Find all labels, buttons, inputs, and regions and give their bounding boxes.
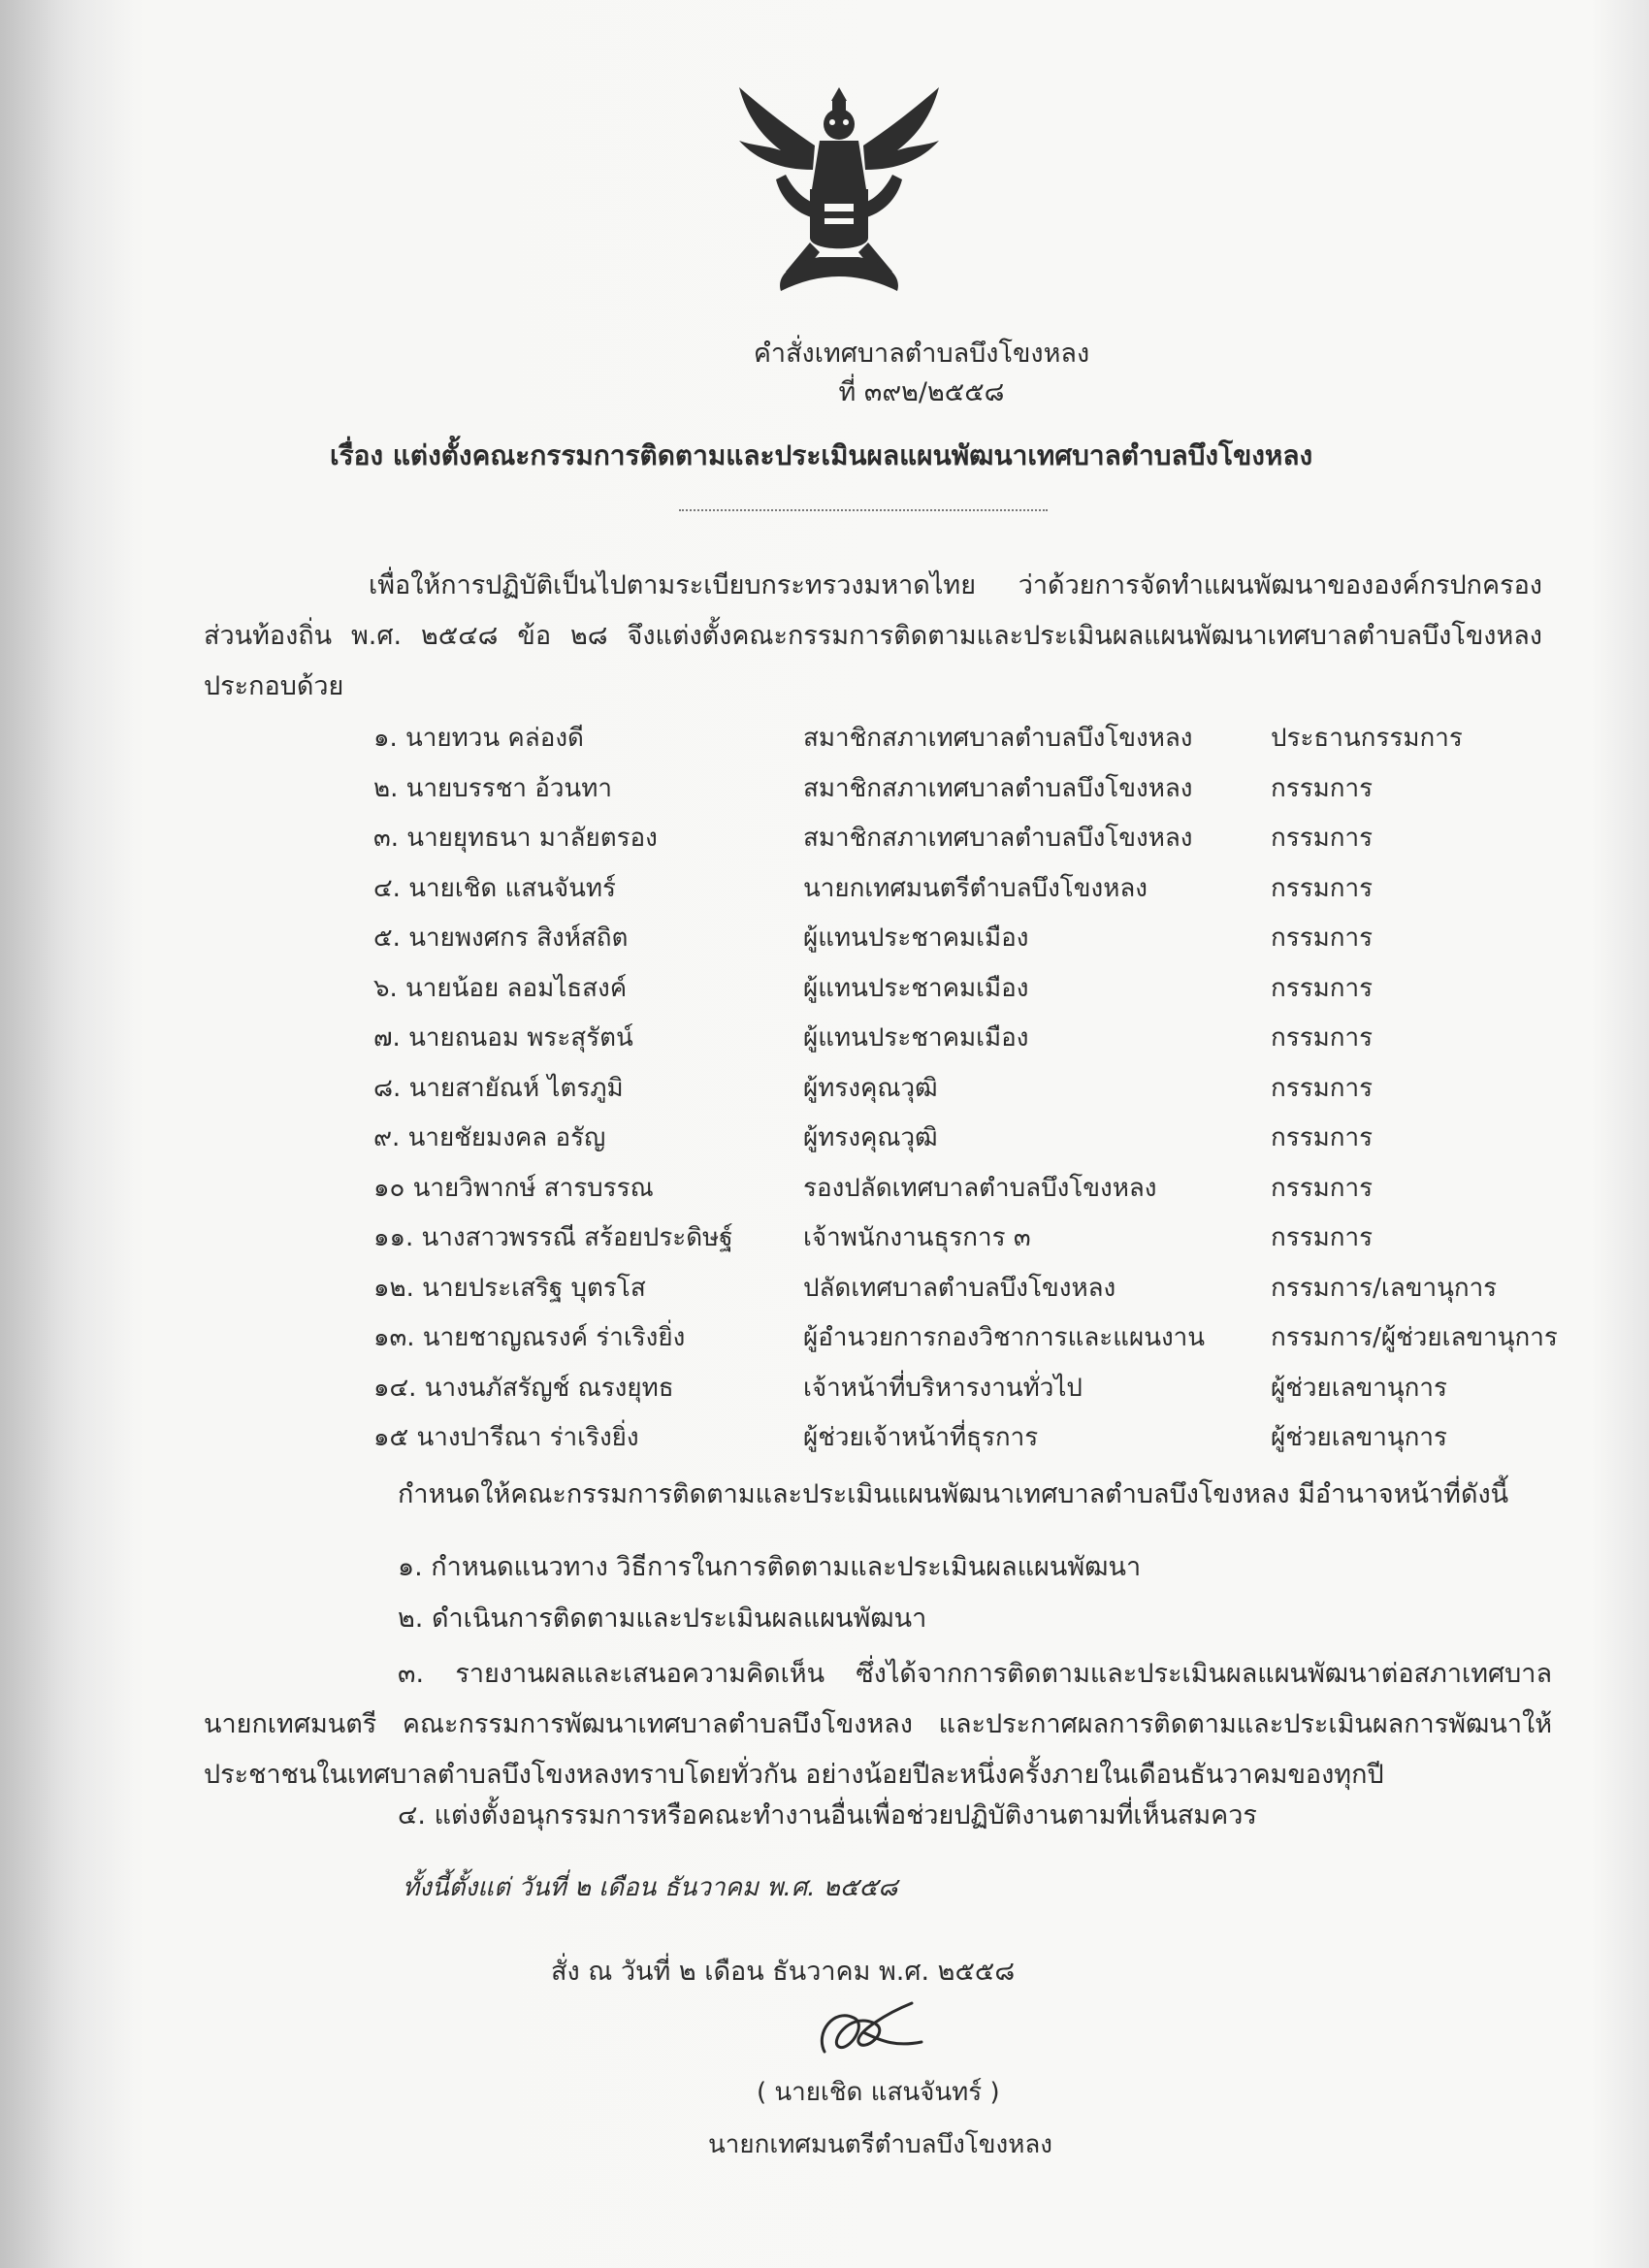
member-position: เจ้าพนักงานธุรการ ๓ (803, 1223, 1031, 1252)
member-role: กรรมการ (1271, 1023, 1374, 1053)
member-row (0, 768, 1649, 817)
member-position: เจ้าหน้าที่บริหารงานทั่วไป (803, 1373, 1083, 1403)
signer-title: นายกเทศมนตรีตำบลบึงโขงหลง (708, 2130, 1052, 2159)
duty-item: ๔. แต่งตั้งอนุกรรมการหรือคณะทำงานอื่นเพื่อช่วยปฏิบัติงานตามที่เห็นสมควร (398, 1800, 1257, 1831)
intro-paragraph: เพื่อให้การปฏิบัติเป็นไปตามระเบียบกระทรวงมหาดไทย ว่าด้วยการจัดทำแผนพัฒนาขององค์กรปกครองส่วนท้องถิ่น พ.ศ. ๒๕๔๘ ข้อ ๒๘ จึงแต่งตั้งคณะกรรมการติดตามและประเมินผลแผนพัฒนาเทศบาลตำบลบึงโขงหลง ประกอบด้วย (204, 570, 1542, 701)
member-name: ๙. นายชัยมงคล อรัญ (373, 1123, 606, 1152)
member-row (0, 1168, 1649, 1216)
member-role: กรรมการ (1271, 873, 1374, 903)
member-name: ๗. นายถนอม พระสุรัตน์ (373, 1023, 633, 1053)
member-position: รองปลัดเทศบาลตำบลบึงโขงหลง (803, 1173, 1157, 1203)
member-position: สมาชิกสภาเทศบาลตำบลบึงโขงหลง (803, 724, 1193, 753)
member-name: ๑๓. นายชาญณรงค์ ร่าเริงยิ่ง (373, 1323, 686, 1352)
member-row (0, 1118, 1649, 1166)
effective-date: ทั้งนี้ตั้งแต่ วันที่ ๒ เดือน ธันวาคม พ.ศ. ๒๕๕๘ (403, 1873, 898, 1902)
member-row (0, 1317, 1649, 1366)
member-position: นายกเทศมนตรีตำบลบึงโขงหลง (803, 873, 1148, 903)
member-position: ผู้ช่วยเจ้าหน้าที่ธุรการ (803, 1423, 1039, 1452)
member-row (0, 968, 1649, 1017)
heading-block (0, 335, 1649, 412)
order-number: ที่ ๓๙๒/๒๕๕๘ (838, 377, 1005, 407)
member-position: ผู้อำนวยการกองวิชาการและแผนงาน (803, 1323, 1206, 1352)
member-role: กรรมการ/เลขานุการ (1271, 1273, 1498, 1303)
member-role: กรรมการ (1271, 824, 1374, 853)
member-name: ๒. นายบรรชา อ้วนทา (373, 773, 612, 803)
member-role: กรรมการ/ผู้ช่วยเลขานุการ (1271, 1323, 1558, 1352)
member-name: ๑๐ นายวิพากษ์ สารบรรณ (373, 1173, 654, 1203)
member-row (0, 868, 1649, 917)
divider (679, 509, 1048, 511)
member-name: ๓. นายยุทธนา มาลัยตรอง (373, 824, 658, 853)
member-name: ๑๔. นางนภัสรัญช์ ณรงยุทธ (373, 1373, 674, 1403)
member-row (0, 1417, 1649, 1466)
member-row (0, 1018, 1649, 1066)
member-row (0, 718, 1649, 766)
member-role: กรรมการ (1271, 773, 1374, 803)
member-position: ผู้ทรงคุณวุฒิ (803, 1123, 938, 1152)
member-role: ประธานกรรมการ (1271, 724, 1463, 753)
member-name: ๘. นายสายัณห์ ไตรภูมิ (373, 1073, 624, 1103)
member-name: ๔. นายเชิด แสนจันทร์ (373, 873, 617, 903)
order-date: สั่ง ณ วันที่ ๒ เดือน ธันวาคม พ.ศ. ๒๕๕๘ (551, 1957, 1016, 1987)
member-position: ผู้แทนประชาคมเมือง (803, 1023, 1029, 1053)
member-row (0, 918, 1649, 966)
order-title: คำสั่งเทศบาลตำบลบึงโขงหลง (753, 339, 1090, 369)
member-position: ผู้แทนประชาคมเมือง (803, 923, 1029, 953)
member-row (0, 818, 1649, 866)
member-row (0, 1217, 1649, 1266)
signature-icon (805, 1993, 931, 2071)
member-role: กรรมการ (1271, 1223, 1374, 1252)
garuda-emblem-icon (728, 68, 951, 310)
member-position: ปลัดเทศบาลตำบลบึงโขงหลง (803, 1273, 1116, 1303)
member-name: ๑๑. นางสาวพรรณี สร้อยประดิษฐ์ (373, 1223, 733, 1252)
member-name: ๕. นายพงศกร สิงห์สถิต (373, 923, 629, 953)
member-role: กรรมการ (1271, 923, 1374, 953)
member-role: ผู้ช่วยเลขานุการ (1271, 1423, 1447, 1452)
duty-item: ๑. กำหนดแนวทาง วิธีการในการติดตามและประเมินผลแผนพัฒนา (398, 1552, 1142, 1582)
duty-item: ๓. รายงานผลและเสนอความคิดเห็น ซึ่งได้จากการติดตามและประเมินผลแผนพัฒนาต่อสภาเทศบาล นายกเทศมนตรี คณะกรรมการพัฒนาเทศบาลตำบลบึงโขงหลง และประกาศผลการติดตามและประเมินผลการพัฒนาให้ประชาชนในเทศบาลตำบลบึงโขงหลงทราบโดยทั่วกัน อย่างน้อยปีละหนึ่งครั้งภายในเดือนธันวาคมของทุกปี (204, 1659, 1552, 1790)
member-row (0, 1368, 1649, 1416)
duty-item: ๒. ดำเนินการติดตามและประเมินผลแผนพัฒนา (398, 1604, 927, 1634)
member-role: กรรมการ (1271, 1173, 1374, 1203)
duties-intro: กำหนดให้คณะกรรมการติดตามและประเมินแผนพัฒนาเทศบาลตำบลบึงโขงหลง มีอำนาจหน้าที่ดังนี้ (398, 1479, 1509, 1509)
member-role: กรรมการ (1271, 1073, 1374, 1103)
order-subject: เรื่อง แต่งตั้งคณะกรรมการติดตามและประเมินผลแผนพัฒนาเทศบาลตำบลบึงโขงหลง (330, 439, 1313, 471)
member-role: กรรมการ (1271, 1123, 1374, 1152)
member-position: ผู้ทรงคุณวุฒิ (803, 1073, 938, 1103)
member-name: ๑๕ นางปารีณา ร่าเริงยิ่ง (373, 1423, 639, 1452)
member-role: กรรมการ (1271, 973, 1374, 1003)
member-name: ๑๒. นายประเสริฐ บุตรโส (373, 1273, 646, 1303)
member-row (0, 1268, 1649, 1316)
member-row (0, 1068, 1649, 1117)
member-position: สมาชิกสภาเทศบาลตำบลบึงโขงหลง (803, 824, 1193, 853)
signer-name: ( นายเชิด แสนจันทร์ ) (757, 2078, 1000, 2107)
member-position: ผู้แทนประชาคมเมือง (803, 973, 1029, 1003)
member-position: สมาชิกสภาเทศบาลตำบลบึงโขงหลง (803, 773, 1193, 803)
member-role: ผู้ช่วยเลขานุการ (1271, 1373, 1447, 1403)
member-name: ๑. นายทวน คล่องดี (373, 724, 584, 753)
member-name: ๖. นายน้อย ลอมไธสงค์ (373, 973, 628, 1003)
